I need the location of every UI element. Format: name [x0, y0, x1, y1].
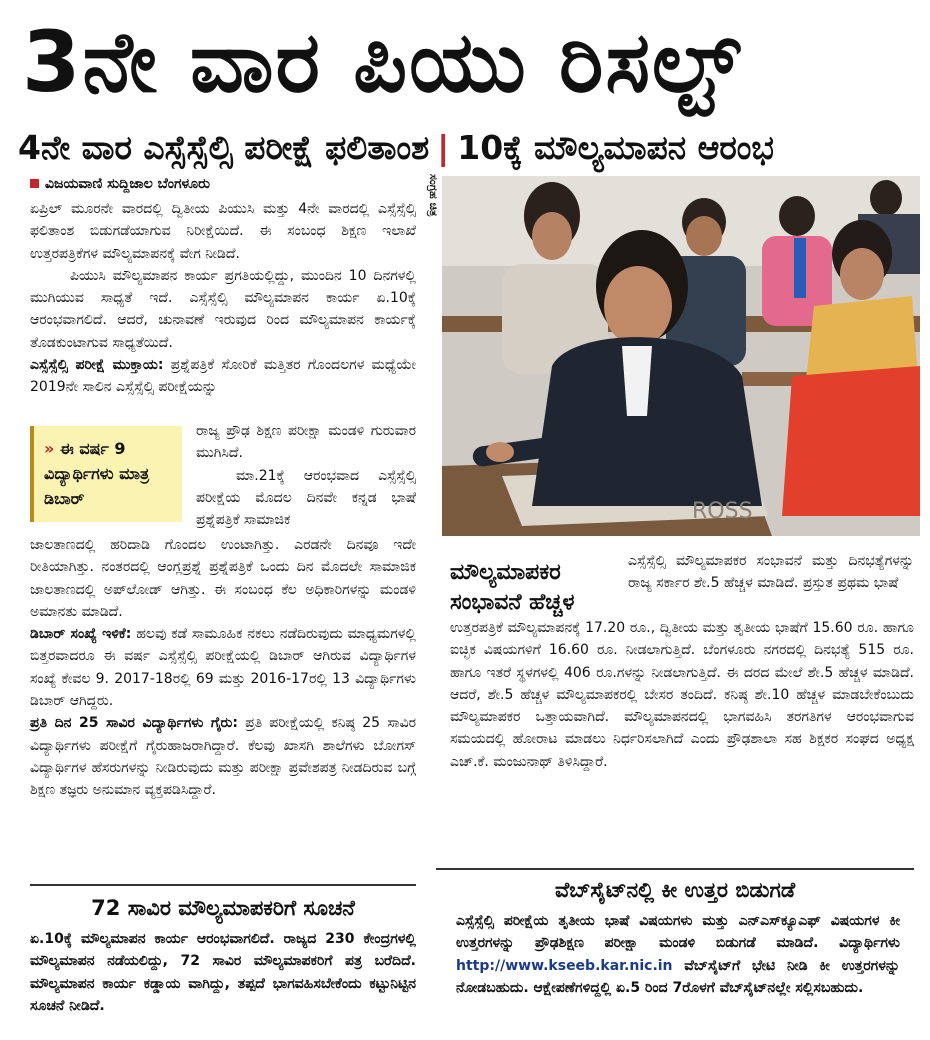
- divider-left: [30, 884, 416, 886]
- subheadline-separator: |: [437, 128, 450, 167]
- website-box-text-b: ವೆಬ್‌ಸೈಟ್‌ಗೆ ಭೇಟಿ ನೀಡಿ ಕೀ ಉತ್ತರಗಳನ್ನು ನೋಡಬಹುದು. ಆಕ್ಷೇಪಣೆಗಳಿದ್ದಲ್ಲಿ ಏ.5 ರಿಂದ 7ರೊಳಗೆ ವೆಬ್‌ಸೈಟ್‌ನಲ್ಲೇ ಸಲ್ಲಿಸಬಹುದು.: [456, 957, 900, 996]
- article-column-bottom: [30, 534, 416, 802]
- subhead-debar-count: ಡಿಬಾರ್ ಸಂಖ್ಯೆ ಇಳಿಕೆ:: [30, 626, 132, 643]
- callout-debar: [30, 426, 182, 522]
- article-paragraph-4a: ಮಾ.21ಕ್ಕೆ ಆರಂಭವಾದ ಎಸ್ಸೆಸ್ಸೆಲ್ಸಿ ಪರೀಕ್ಷೆಯ ಮೊದಲ ದಿನವೇ ಕನ್ನಡ ಭಾಷೆ ಪ್ರಶ್ನೆಪತ್ರಿಕೆ ಸಾಮಾಜಿಕ: [196, 467, 416, 529]
- article-column-beside-callout: [196, 420, 416, 531]
- dateline-text: ವಿಜಯವಾಣಿ ಸುದ್ದಿಜಾಲ ಬೆಂಗಳೂರು: [45, 176, 210, 192]
- photo-credit: ಸಂಗ್ರಹ ಚಿತ್ರ: [427, 174, 440, 217]
- evaluators-box-title: ಮೌಲ್ಯಮಾಪಕರ ಸಂಭಾವನೆ ಹೆಚ್ಚಳ: [450, 560, 575, 615]
- subheadline-left: 4ನೇ ವಾರ ಎಸ್ಸೆಸ್ಸೆಲ್ಸಿ ಪರೀಕ್ಷೆ ಫಲಿತಾಂಶ: [18, 128, 430, 167]
- callout-text: ಈ ವರ್ಷ 9 ವಿದ್ಯಾರ್ಥಿಗಳು ಮಾತ್ರ ಡಿಬಾರ್: [44, 439, 150, 508]
- headline-area: [0, 0, 930, 130]
- kseeb-url-link[interactable]: http://www.kseeb.kar.nic.in: [456, 957, 673, 974]
- evaluators-box-text: ಉತ್ತರಪತ್ರಿಕೆ ಮೌಲ್ಯಮಾಪನಕ್ಕೆ 17.20 ರೂ., ದ್ವಿತೀಯ ಮತ್ತು ತೃತೀಯ ಭಾಷೆಗೆ 15.60 ರೂ. ಹಾಗೂ ಐಚ್ಛಿಕ ವಿಷಯಗಳಿಗೆ 16.60 ರೂ. ನೀಡಲಾಗುತ್ತಿದೆ. ಬೆಂಗಳೂರು ನಗರದಲ್ಲಿ ದಿನಭತ್ಯೆ 515 ರೂ. ಹಾಗೂ ಇತರೆ ಸ್ಥಳಗಳಲ್ಲಿ 406 ರೂ.ಗಳನ್ನು ನೀಡಲಾಗುತ್ತಿದೆ. ಈ ದರದ ಮೇಲೆ ಶೇ.5 ಹೆಚ್ಚಳ ಮಾಡಿದೆ. ಆದರೆ, ಶೇ.5 ಹೆಚ್ಚಳ ಮೌಲ್ಯಮಾಪಕರಲ್ಲಿ ಬೇಸರ ತಂದಿದೆ. ಕನಿಷ್ಠ ಶೇ.10 ಹೆಚ್ಚಳ ಮಾಡಬೇಕೆಂಬುದು ಮೌಲ್ಯಮಾಪಕರ ಒತ್ತಾಯವಾಗಿದೆ. ಮೌಲ್ಯಮಾಪನದಲ್ಲಿ ಭಾಗವಹಿಸಿ ತರಗತಿಗಳ ಆರಂಭವಾಗುವ ಸಮಯದಲ್ಲಿ ಹೋರಾಟ ಮಾಡಲು ನಿರ್ಧರಿಸಲಾಗಿದೆ ಎಂದು ಪ್ರೌಢಶಾಲಾ ಸಹ ಶಿಕ್ಷಕರ ಸಂಘದ ಅಧ್ಯಕ್ಷ ಎಚ್.ಕೆ. ಮಂಜುನಾಥ್ ತಿಳಿಸಿದ್ದಾರೆ.: [450, 620, 914, 770]
- article-paragraph-3b: ರಾಜ್ಯ ಪ್ರೌಢ ಶಿಕ್ಷಣ ಪರೀಕ್ಷಾ ಮಂಡಳಿ ಗುರುವಾರ ಮುಗಿಸಿದೆ.: [196, 423, 416, 462]
- headline: 3ನೇ ವಾರ ಪಿಯು ರಿಸಲ್ಟ್: [22, 13, 742, 111]
- article-paragraph-6: [30, 712, 416, 801]
- dateline: [30, 176, 210, 192]
- subheadline-right: 10ಕ್ಕೆ ಮೌಲ್ಯಮಾಪನ ಆರಂಭ: [457, 128, 774, 167]
- subhead-exam-end: ಎಸ್ಸೆಸ್ಸೆಲ್ಸಿ ಪರೀಕ್ಷೆ ಮುಕ್ತಾಯ:: [30, 357, 164, 374]
- article-paragraph-5: [30, 623, 416, 712]
- divider-right: [436, 868, 914, 870]
- evaluators-box-text-top: ಎಸ್ಸೆಸ್ಸೆಲ್ಸಿ ಮೌಲ್ಯಮಾಪಕರ ಸಂಭಾವನೆ ಮತ್ತು ದಿನಭತ್ಯೆಗಳನ್ನು ರಾಜ್ಯ ಸರ್ಕಾರ ಶೇ.5 ಹೆಚ್ಚಳ ಮಾಡಿದೆ. ಪ್ರಸ್ತುತ ಪ್ರಥಮ ಭಾಷೆ: [628, 553, 914, 592]
- article-paragraph-1: ಏಪ್ರಿಲ್ ಮೂರನೇ ವಾರದಲ್ಲಿ ದ್ವಿತೀಯ ಪಿಯುಸಿ ಮತ್ತು 4ನೇ ವಾರದಲ್ಲಿ ಎಸ್ಸೆಸ್ಸೆಲ್ಸಿ ಫಲಿತಾಂಶ ಬಿಡುಗಡೆಯಾಗುವ ನಿರೀಕ್ಷೆಯಿದೆ. ಈ ಸಂಬಂಧ ಶಿಕ್ಷಣ ಇಲಾಖೆ ಉತ್ತರಪತ್ರಿಕೆಗಳ ಮೌಲ್ಯಮಾಪನಕ್ಕೆ ವೇಗ ನೀಡಿದೆ.: [30, 201, 416, 262]
- photo-illustration: [442, 176, 920, 536]
- article-paragraph-5-text: ಹಲವು ಕಡೆ ಸಾಮೂಹಿಕ ನಕಲು ನಡೆದಿರುವುದು ಮಾಧ್ಯಮಗಳಲ್ಲಿ ಬಿತ್ತರವಾದರೂ ಈ ವರ್ಷ ಎಸ್ಸೆಸ್ಸೆಲ್ಸಿ ಪರೀಕ್ಷೆಯಲ್ಲಿ ಡಿಬಾರ್ ಆಗಿರುವ ವಿದ್ಯಾರ್ಥಿಗಳ ಸಂಖ್ಯೆ ಕೇವಲ 9. 2017-18ರಲ್ಲಿ 69 ಮತ್ತು 2016-17ರಲ್ಲಿ 13 ವಿದ್ಯಾರ್ಥಿಗಳು ಡಿಬಾರ್ ಆಗಿದ್ದರು.: [30, 626, 416, 710]
- notice-box-title: 72 ಸಾವಿರ ಮೌಲ್ಯಮಾಪಕರಿಗೆ ಸೂಚನೆ: [91, 896, 355, 920]
- subhead-absentees: ಪ್ರತಿ ದಿನ 25 ಸಾವಿರ ವಿದ್ಯಾರ್ಥಿಗಳು ಗೈರು:: [30, 715, 238, 732]
- article-paragraph-3-text: ಪ್ರಶ್ನೆಪತ್ರಿಕೆ ಸೋರಿಕೆ ಮತ್ತಿತರ ಗೊಂದಲಗಳ ಮಧ್ಯೆಯೇ 2019ನೇ ಸಾಲಿನ ಎಸ್ಸೆಸ್ಸೆಲ್ಸಿ ಪರೀಕ್ಷೆಯನ್ನು: [30, 357, 416, 396]
- double-chevron-icon: »: [44, 439, 55, 458]
- article-paragraph-4b: ಜಾಲತಾಣದಲ್ಲಿ ಹರಿದಾಡಿ ಗೊಂದಲ ಉಂಟಾಗಿತ್ತು. ಎರಡನೇ ದಿನವೂ ಇದೇ ರೀತಿಯಾಗಿತ್ತು. ನಂತರದಲ್ಲಿ ಆಂಗ್ಲಪ್ರಶ್ನೆ ಪ್ರಶ್ನೆಪತ್ರಿಕೆ ಒಂದು ದಿನ ಮೊದಲೇ ಸಾಮಾಜಿಕ ಜಾಲತಾಣದಲ್ಲಿ ಅಪ್‌ಲೋಡ್ ಆಗಿತ್ತು. ಈ ಸಂಬಂಧ ಕೆಲ ಅಧಿಕಾರಿಗಳನ್ನು ಮಂಡಳಿ ಅಮಾನತು ಮಾಡಿದೆ.: [30, 537, 416, 620]
- website-box-title: ವೆಬ್‌ಸೈಟ್‌ನಲ್ಲಿ ಕೀ ಉತ್ತರ ಬಿಡುಗಡೆ: [554, 878, 796, 902]
- article-paragraph-3: [30, 354, 416, 399]
- website-box-text: [456, 910, 900, 999]
- article-paragraph-6-text: ಪ್ರತಿ ಪರೀಕ್ಷೆಯಲ್ಲಿ ಕನಿಷ್ಠ 25 ಸಾವಿರ ವಿದ್ಯಾರ್ಥಿಗಳು ಪರೀಕ್ಷೆಗೆ ಗೈರುಹಾಜರಾಗಿದ್ದಾರೆ. ಕೆಲವು ಖಾಸಗಿ ಶಾಲೆಗಳು ಬೋಗಸ್ ವಿದ್ಯಾರ್ಥಿಗಳ ಹೆಸರುಗಳನ್ನು ನೀಡಿರುವುದು ಮತ್ತು ಪರೀಕ್ಷಾ ಪ್ರವೇಶಪತ್ರ ನೀಡದಿರುವ ಬಗ್ಗೆ ಶಿಕ್ಷಣ ತಜ್ಞರು ಅನುಮಾನ ವ್ಯಕ್ತಪಡಿಸಿದ್ದಾರೆ.: [30, 715, 417, 799]
- square-bullet-icon: [30, 179, 39, 188]
- article-paragraph-2: ಪಿಯುಸಿ ಮೌಲ್ಯಮಾಪನ ಕಾರ್ಯ ಪ್ರಗತಿಯಲ್ಲಿದ್ದು, ಮುಂದಿನ 10 ದಿನಗಳಲ್ಲಿ ಮುಗಿಯುವ ಸಾಧ್ಯತೆ ಇದೆ. ಎಸ್ಸೆಸ್ಸೆಲ್ಸಿ ಮೌಲ್ಯಮಾಪನ ಕಾರ್ಯ ಏ.10ಕ್ಕೆ ಆರಂಭವಾಗಲಿದೆ. ಆದರೆ, ಚುನಾವಣೆ ಇರುವುದ ರಿಂದ ಮೌಲ್ಯಮಾಪನ ಕಾರ್ಯಕ್ಕೆ ತೊಡಕುಂಟಾಗುವ ಸಾಧ್ಯತೆಯಿದೆ.: [30, 267, 416, 351]
- desk-label: ROSS: [692, 499, 753, 524]
- photo-students-exam: [442, 176, 920, 536]
- article-column-top: [30, 198, 416, 399]
- notice-box-text: ಏ.10ಕ್ಕೆ ಮೌಲ್ಯಮಾಪನ ಕಾರ್ಯ ಆರಂಭವಾಗಲಿದೆ. ರಾಜ್ಯದ 230 ಕೇಂದ್ರಗಳಲ್ಲಿ ಮೌಲ್ಯಮಾಪನ ನಡೆಯಲಿದ್ದು, 72 ಸಾವಿರ ಮೌಲ್ಯಮಾಪಕರಿಗೆ ಪತ್ರ ಬರೆದಿದೆ. ಮೌಲ್ಯಮಾಪನ ಕಾರ್ಯ ಕಡ್ಡಾಯ ವಾಗಿದ್ದು, ತಪ್ಪದೆ ಭಾಗವಹಿಸಬೇಕೆಂದು ಕಟ್ಟುನಿಟ್ಟಿನ ಸೂಚನೆ ನೀಡಿದೆ.: [30, 931, 416, 1014]
- website-box-text-a: ಎಸ್ಸೆಸ್ಸೆಲ್ಸಿ ಪರೀಕ್ಷೆಯ ತೃತೀಯ ಭಾಷೆ ವಿಷಯಗಳು ಮತ್ತು ಎನ್‌ಎಸ್‌ಕ್ಯೂಎಫ್ ವಿಷಯಗಳ ಕೀ ಉತ್ತರಗಳನ್ನು ಪ್ರೌಢಶಿಕ್ಷಣ ಪರೀಕ್ಷಾ ಮಂಡಳಿ ಬಿಡುಗಡೆ ಮಾಡಿದೆ. ವಿದ್ಯಾರ್ಥಿಗಳು: [456, 913, 900, 952]
- subheadline: [18, 126, 774, 170]
